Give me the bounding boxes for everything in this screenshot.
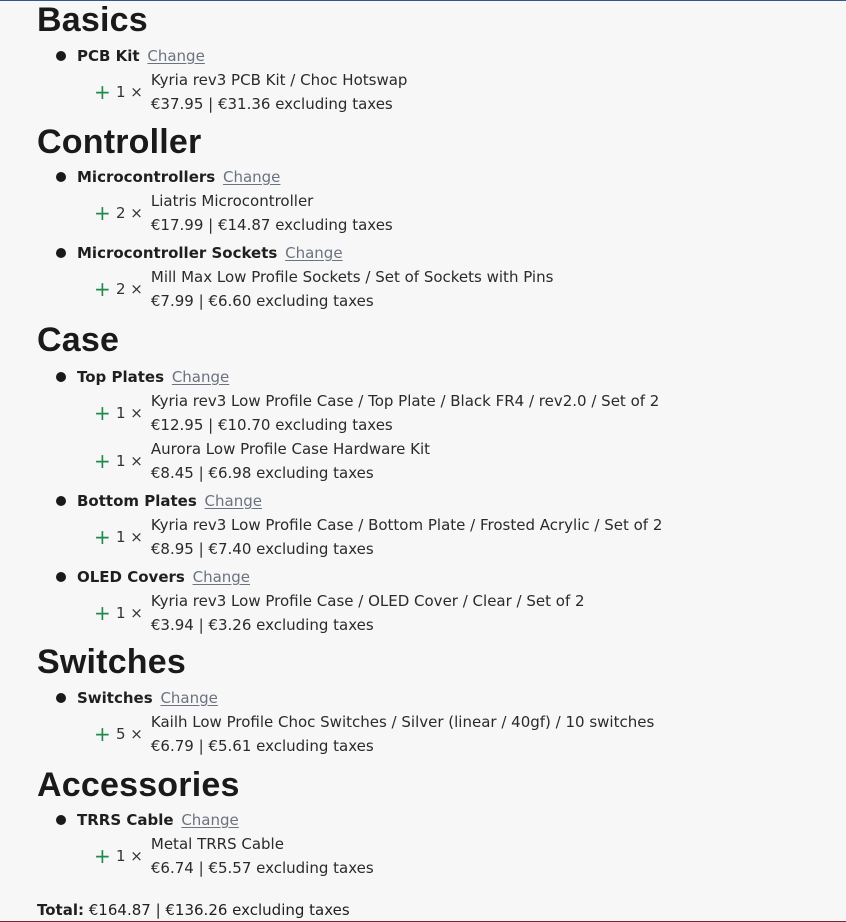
change-link[interactable]: Change xyxy=(222,168,281,186)
section-title: Controller xyxy=(37,123,202,161)
list-item xyxy=(77,437,662,485)
list-item xyxy=(77,513,662,561)
category-header xyxy=(77,44,407,68)
plus-icon[interactable]: + xyxy=(94,844,111,868)
item-quantity: 1 × xyxy=(116,404,143,422)
category-list xyxy=(37,808,374,880)
item-price: €6.74 | €5.57 excluding taxes xyxy=(150,859,374,877)
category-list xyxy=(37,686,654,758)
category-list xyxy=(37,165,553,313)
category-name: TRRS Cable xyxy=(77,811,174,829)
section-title: Basics xyxy=(37,1,148,39)
item-details xyxy=(151,437,430,485)
plus-icon[interactable]: + xyxy=(94,277,111,301)
item-details xyxy=(151,68,408,116)
change-link[interactable]: Change xyxy=(147,47,205,65)
list-item xyxy=(77,589,662,637)
item-name: Kyria rev3 PCB Kit / Choc Hotswap xyxy=(150,71,408,89)
total-label: Total: xyxy=(37,901,84,919)
list-item xyxy=(77,710,654,758)
list-item xyxy=(77,265,553,313)
change-link[interactable]: Change xyxy=(192,568,251,586)
item-price: €7.99 | €6.60 excluding taxes xyxy=(150,292,374,310)
plus-icon[interactable]: + xyxy=(94,722,111,746)
category-name: Microcontrollers xyxy=(77,168,216,186)
item-quantity: 1 × xyxy=(116,604,143,622)
item-name: Kyria rev3 Low Profile Case / OLED Cover / Clear / Set of 2 xyxy=(150,592,585,610)
plus-icon[interactable]: + xyxy=(94,449,111,473)
item-details xyxy=(151,832,374,880)
category-pcb-kit xyxy=(37,44,407,116)
section-switches xyxy=(37,643,654,758)
item-name: Mill Max Low Profile Sockets / Set of Sockets with Pins xyxy=(150,268,554,286)
item-name: Liatris Microcontroller xyxy=(150,192,314,210)
change-link[interactable]: Change xyxy=(204,492,262,510)
section-case xyxy=(37,321,662,637)
plus-icon[interactable]: + xyxy=(94,525,111,549)
item-price: €8.45 | €6.98 excluding taxes xyxy=(150,464,374,482)
section-controller xyxy=(37,123,553,313)
change-link[interactable]: Change xyxy=(160,689,218,707)
item-quantity: 1 × xyxy=(116,83,143,101)
item-quantity: 5 × xyxy=(116,725,143,743)
section-title: Accessories xyxy=(37,766,240,804)
category-name: OLED Covers xyxy=(77,568,185,586)
item-name: Metal TRRS Cable xyxy=(150,835,284,853)
category-microcontroller-sockets xyxy=(37,241,553,313)
item-price: €6.79 | €5.61 excluding taxes xyxy=(150,737,374,755)
category-list xyxy=(37,365,662,637)
list-item xyxy=(77,189,553,237)
item-quantity: 2 × xyxy=(116,280,143,298)
item-details xyxy=(151,389,659,437)
category-header xyxy=(77,165,553,189)
item-details xyxy=(151,589,585,637)
category-list xyxy=(37,44,407,116)
plus-icon[interactable]: + xyxy=(94,201,111,225)
category-header xyxy=(77,565,662,589)
item-details xyxy=(151,710,654,758)
plus-icon[interactable]: + xyxy=(94,401,111,425)
category-name: Microcontroller Sockets xyxy=(77,244,278,262)
item-quantity: 1 × xyxy=(116,847,143,865)
change-link[interactable]: Change xyxy=(285,244,343,262)
plus-icon[interactable]: + xyxy=(94,80,111,104)
item-quantity: 1 × xyxy=(116,452,143,470)
category-header xyxy=(77,365,662,389)
category-header xyxy=(77,241,553,265)
section-basics xyxy=(37,1,407,116)
list-item xyxy=(77,832,374,880)
item-name: Kailh Low Profile Choc Switches / Silver (linear / 40gf) / 10 switches xyxy=(150,713,655,731)
item-price: €3.94 | €3.26 excluding taxes xyxy=(150,616,374,634)
category-trrs-cable xyxy=(37,808,374,880)
change-link[interactable]: Change xyxy=(181,811,239,829)
item-price: €12.95 | €10.70 excluding taxes xyxy=(150,416,393,434)
item-name: Aurora Low Profile Case Hardware Kit xyxy=(150,440,431,458)
section-accessories xyxy=(37,766,374,880)
category-oled-covers xyxy=(37,565,662,637)
item-name: Kyria rev3 Low Profile Case / Bottom Plate / Frosted Acrylic / Set of 2 xyxy=(150,516,663,534)
list-item xyxy=(77,68,407,116)
category-header xyxy=(77,489,662,513)
list-item xyxy=(77,389,662,437)
category-bottom-plates xyxy=(37,489,662,561)
item-price: €8.95 | €7.40 excluding taxes xyxy=(150,540,374,558)
section-title: Switches xyxy=(37,643,186,681)
item-name: Kyria rev3 Low Profile Case / Top Plate / Black FR4 / rev2.0 / Set of 2 xyxy=(150,392,660,410)
item-quantity: 2 × xyxy=(116,204,143,222)
item-price: €37.95 | €31.36 excluding taxes xyxy=(150,95,393,113)
category-name: Switches xyxy=(77,689,153,707)
item-quantity: 1 × xyxy=(116,528,143,546)
category-name: Top Plates xyxy=(77,368,165,386)
category-microcontrollers xyxy=(37,165,553,237)
item-details xyxy=(151,189,393,237)
order-total xyxy=(37,899,350,921)
category-header xyxy=(77,686,654,710)
category-switches xyxy=(37,686,654,758)
plus-icon[interactable]: + xyxy=(94,601,111,625)
change-link[interactable]: Change xyxy=(171,368,230,386)
category-name: Bottom Plates xyxy=(77,492,197,510)
category-top-plates xyxy=(37,365,662,485)
category-name: PCB Kit xyxy=(77,47,140,65)
category-header xyxy=(77,808,374,832)
section-title: Case xyxy=(37,321,120,359)
item-price: €17.99 | €14.87 excluding taxes xyxy=(150,216,393,234)
total-value: €164.87 | €136.26 excluding taxes xyxy=(88,901,350,919)
item-details xyxy=(151,265,554,313)
item-details xyxy=(151,513,662,561)
